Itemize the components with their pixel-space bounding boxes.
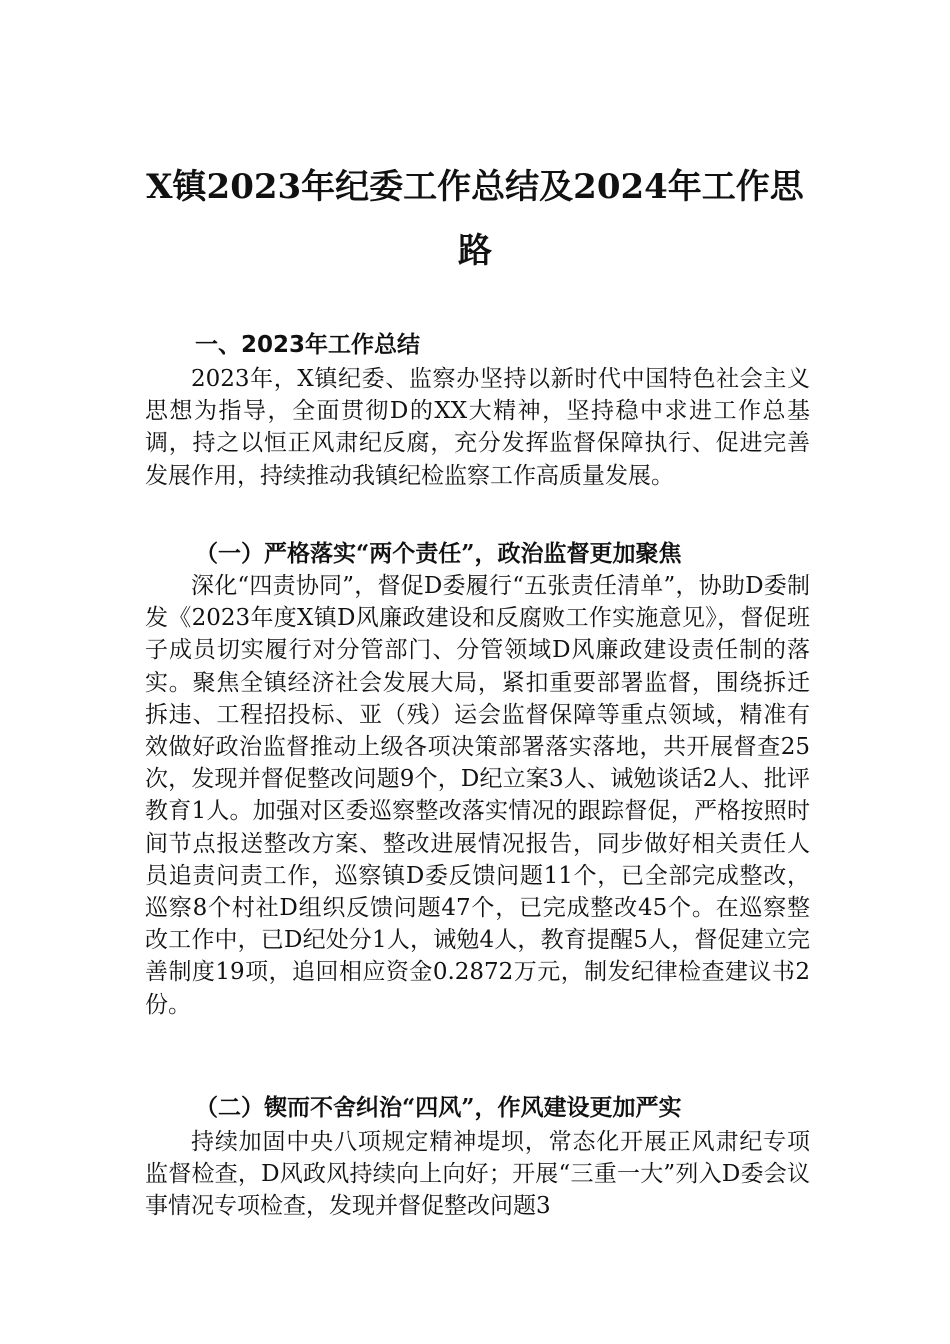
subsection-paragraph-political-supervision: 深化“四责协同”，督促D委履行“五张责任清单”，协助D委制发《2023年度X镇D风廉政建设和反腐败工作实施意见》，督促班子成员切实履行对分管部门、分管领域D风廉政建设责任制的落实。聚焦全镇经济社会发展大局，紧扣重要部署监督，围绕拆迁拆违、工程招投标、亚（残）运会监督保障等重点领域，精准有效做好政治监督推动上级各项决策部署落实落地，共开展督查25次，发现并督促整改问题9个，D纪立案3人、诫勉谈话2人、批评教育1人。加强对区委巡察整改落实情况的跟踪督促，严格按照时间节点报送整改方案、整改进展情况报告，同步做好相关责任人员追责问责工作，巡察镇D委反馈问题11个，已全部完成整改，巡察8个村社D组织反馈问题47个，已完成整改45个。在巡察整改工作中，已D纪处分1人，诫勉4人，教育提醒5人，督促建立完善制度19项，追回相应资金0.2872万元，制发纪律检查建议书2份。: [145, 573, 810, 1018]
subsection-heading-four-styles: （二）锲而不舍纠治“四风”，作风建设更加严实: [195, 1094, 682, 1121]
subsection-heading-two-responsibilities: （一）严格落实“两个责任”，政治监督更加聚焦: [195, 540, 682, 567]
document-title-line-2: 路: [458, 231, 492, 271]
subsection-paragraph-style-building: 持续加固中央八项规定精神堤坝，常态化开展正风肃纪专项监督检查，D风政风持续向上向好；开展“三重一大”列入D委会议事情况专项检查，发现并督促整改问题3: [145, 1129, 810, 1220]
intro-paragraph: 2023年，X镇纪委、监察办坚持以新时代中国特色社会主义思想为指导，全面贯彻D的XX大精神，坚持稳中求进工作总基调，持之以恒正风肃纪反腐，充分发挥监督保障执行、促进完善发展作用，持续推动我镇纪检监察工作高质量发展。: [145, 366, 810, 489]
section-heading-work-summary: 一、2023年工作总结: [195, 332, 421, 358]
document-title-line-1: X镇2023年纪委工作总结及2024年工作思: [146, 167, 804, 207]
